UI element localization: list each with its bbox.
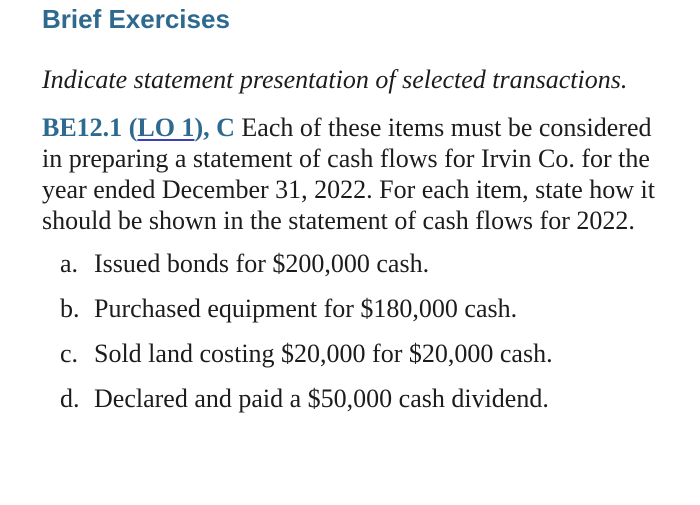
item-text: Issued bonds for $200,000 cash. — [94, 249, 430, 278]
difficulty-level: C — [216, 113, 235, 142]
list-item — [42, 248, 674, 279]
list-item — [42, 383, 674, 414]
exercise-statement — [42, 112, 674, 236]
item-letter: b. — [60, 294, 80, 323]
learning-objective: Indicate statement presentation of selected transactions. — [42, 65, 628, 94]
exercise-items — [42, 248, 674, 414]
exercise-id: BE12.1 — [42, 113, 123, 142]
learning-objective-link[interactable]: LO 1 — [137, 113, 195, 142]
list-item — [42, 293, 674, 324]
item-letter: a. — [60, 249, 79, 278]
section-title: Brief Exercises — [42, 4, 230, 34]
paren-open: ( — [128, 113, 138, 142]
paren-close: ), — [194, 113, 210, 142]
item-letter: d. — [60, 384, 80, 413]
list-item — [42, 338, 674, 369]
item-text: Purchased equipment for $180,000 cash. — [94, 294, 518, 323]
item-text: Declared and paid a $50,000 cash dividend. — [94, 384, 549, 413]
item-letter: c. — [60, 339, 79, 368]
exercise-body: Each of these items must be considered in preparing a statement of cash flows for Irvin Co. for the year ended December 31, 2022. For each item, state how it should be shown in the statement of cash flows for 2022. — [42, 113, 655, 235]
item-text: Sold land costing $20,000 for $20,000 cash. — [94, 339, 553, 368]
